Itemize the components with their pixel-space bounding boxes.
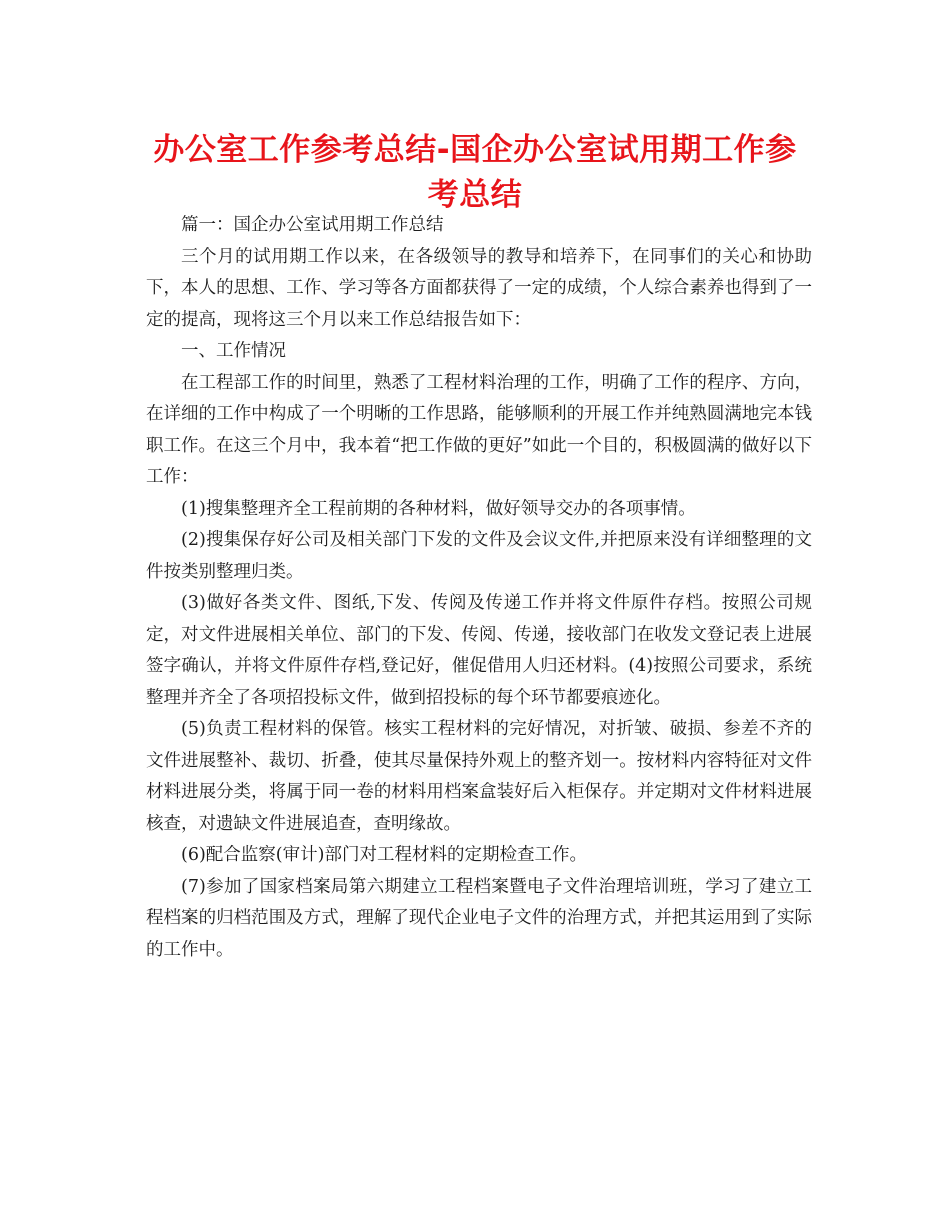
document-title-line-1: 办公室工作参考总结-国企办公室试用期工作参 [153, 132, 797, 168]
list-item-1: (1)搜集整理齐全工程前期的各种材料，做好领导交办的各项事情。 [181, 498, 696, 519]
list-item-6: (6)配合监察(审计)部门对工程材料的定期检查工作。 [181, 845, 587, 865]
list-item-3-4: (3)做好各类文件、图纸,下发、传阅及传递工作并将文件原件存档。按照公司规定，对文件进展相关单位、部门的下发、传阅、传递，接收部门在收发文登记表上进展签字确认，并将文件原件存档,登记好，催促借用人归还材料。(4)按照公司要求，系统整理并齐全了各项招投标文件，做到招投标的每个环节都要痕迹化。 [146, 593, 812, 708]
list-item-2: (2)搜集保存好公司及相关部门下发的文件及会议文件,并把原来没有详细整理的文件按类别整理归类。 [146, 530, 812, 582]
list-item-5: (5)负责工程材料的保管。核实工程材料的完好情况，对折皱、破损、参差不齐的文件进展整补、裁切、折叠，使其尽量保持外观上的整齐划一。按材料内容特征对文件材料进展分类，将属于同一卷的材料用档案盒装好后入柜保存。并定期对文件材料进展核查，对遗缺文件进展追查，查明缘故。 [146, 719, 812, 834]
document-body [146, 210, 812, 966]
work-status-paragraph: 在工程部工作的时间里，熟悉了工程材料治理的工作，明确了工作的程序、方向，在详细的工作中构成了一个明晰的工作思路，能够顺利的开展工作并纯熟圆满地完本钱职工作。在这三个月中，我本着“把工作做的更好”如此一个目的，积极圆满的做好以下工作： [146, 372, 812, 487]
intro-paragraph: 三个月的试用期工作以来，在各级领导的教导和培养下，在同事们的关心和协助下，本人的思想、工作、学习等各方面都获得了一定的成绩，个人综合素养也得到了一定的提高，现将这三个月以来工作总结报告如下： [146, 246, 812, 330]
list-item-7: (7)参加了国家档案局第六期建立工程档案暨电子文件治理培训班，学习了建立工程档案的归档范围及方式，理解了现代企业电子文件的治理方式，并把其运用到了实际的工作中。 [146, 876, 812, 960]
document-title-line-2: 考总结 [427, 177, 523, 213]
section-heading-work-status: 一、工作情况 [181, 341, 286, 361]
section-heading-part-one: 篇一：国企办公室试用期工作总结 [181, 215, 444, 235]
